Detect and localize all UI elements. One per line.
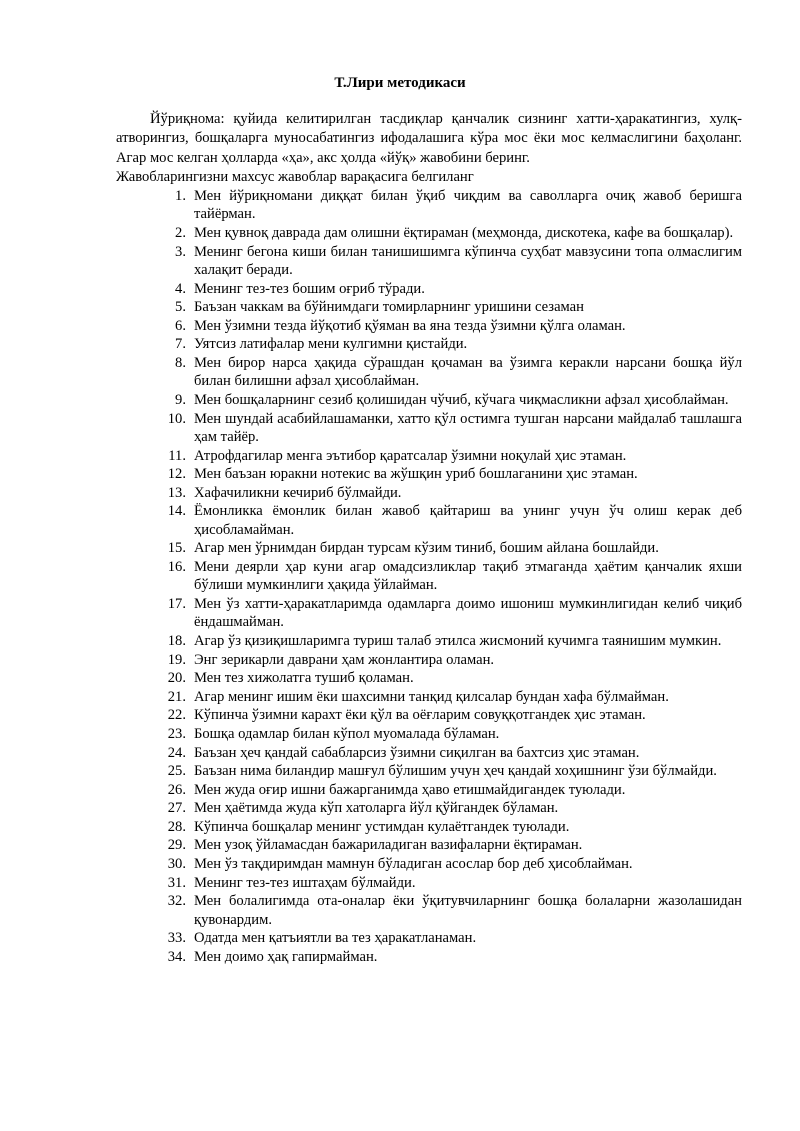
question-number: 7. [175,336,186,353]
question-item [116,595,742,632]
question-item [116,335,742,353]
question-number: 32. [167,893,186,910]
question-item [116,465,742,483]
question-item [116,855,742,873]
question-text: Мен тез хижолатга тушиб қоламан. [194,670,414,687]
question-text: Мен ҳаётимда жуда кўп хатоларга йўл қўйгандек бўламан. [194,800,559,817]
question-text: Мен шундай асабийлашаманки, хатто қўл остимга тушган нарсани майдалаб ташлашга ҳам тайёр. [194,410,742,445]
question-text: Мен ўз хатти-ҳаракатларимда одамларга доимо ишониш мумкинлигидан келиб чиқиб ёндашмайман. [194,595,742,631]
question-text: Мен ўзимни тезда йўқотиб қўяман ва яна тезда ўзимни қўлга оламан. [194,317,626,334]
question-text: Хафачиликни кечириб бўлмайди. [194,484,402,501]
question-number: 6. [175,317,186,334]
question-number: 20. [167,670,186,687]
question-item [116,391,742,409]
question-item [116,298,742,316]
question-item [116,539,742,557]
question-item [116,669,742,687]
question-number: 28. [167,818,186,835]
question-number: 17. [167,595,186,612]
question-number: 23. [167,725,186,742]
question-number: 1. [175,188,186,204]
question-number: 9. [175,391,186,408]
question-item [116,447,742,465]
question-text: Баъзан нима биландир машғул бўлишим учун ҳеч қандай хоҳишнинг ўзи бўлмайди. [194,763,717,780]
question-item [116,706,742,724]
question-text: Баъзан чаккам ва бўйнимдаги томирларнинг уришини сезаман [194,299,584,316]
question-item [116,818,742,836]
question-text: Агар ўз қизиқишларимга туриш талаб этилса жисмоний кучимга таянишим мумкин. [194,632,722,649]
question-item [116,725,742,743]
question-item [116,187,742,224]
question-text: Мен бошқаларнинг сезиб қолишидан чўчиб, кўчага чиқмасликни афзал ҳисоблайман. [194,391,729,408]
question-number: 10. [167,410,186,427]
instructions [116,110,742,188]
question-number: 14. [167,503,186,520]
document-title: Т.Лири методикаси [334,75,466,91]
question-item [116,948,742,966]
question-item [116,632,742,650]
question-number: 3. [175,243,186,260]
question-item [116,744,742,762]
question-text: Уятсиз латифалар мени кулгимни қистайди. [194,336,468,353]
question-text: Энг зерикарли даврани ҳам жонлантира оламан. [194,651,495,668]
question-text: Менинг тез-тез бошим оғриб тўради. [194,280,425,297]
question-text: Агар менинг ишим ёки шахсимни танқид қилсалар бундан хафа бўлмайман. [194,688,669,705]
question-item [116,502,742,539]
question-text: Ёмонликка ёмонлик билан жавоб қайтариш ва унинг учун ўч олиш керак деб ҳисобламайман. [194,503,742,538]
question-number: 11. [168,447,186,464]
question-number: 30. [167,856,186,873]
question-number: 25. [167,763,186,780]
question-text: Менинг тез-тез иштаҳам бўлмайди. [194,874,416,891]
question-text: Мен узоқ ўйламасдан бажариладиган вазифаларни ёқтираман. [194,837,583,854]
question-number: 8. [175,354,186,371]
instructions-paragraph: Йўриқнома: қуйида келитирилган тасдиқлар қанчалик сизнинг хатти-ҳаракатингиз, хулқ-атворингиз, бошқаларга муносабатингиз ифодалашига кўра мос ёки мос келмаслигини баҳоланг. Агар мос келган ҳолларда «ҳа», акс ҳолда «йўқ» жавобини беринг. [116,111,742,166]
question-item [116,410,742,447]
question-text: Мен бирор нарса ҳақида сўрашдан қочаман ва ўзимга керакли нарсани бошқа йўл билан билишни афзал ҳисоблайман. [194,354,742,390]
question-text: Агар мен ўрнимдан бирдан турсам кўзим тиниб, бошим айлана бошлайди. [194,540,659,557]
question-number: 5. [175,299,186,316]
question-number: 29. [167,837,186,854]
question-item [116,781,742,799]
question-number: 19. [167,651,186,668]
question-number: 24. [167,744,186,761]
question-item [116,874,742,892]
question-item [116,836,742,854]
question-text: Мен йўриқномани диққат билан ўқиб чиқдим ва саволларга очиқ жавоб беришга тайёрман. [194,188,742,223]
question-text: Мени деярли ҳар куни агар омадсизликлар тақиб этмаганда ҳаётим қанчалик яхши бўлиши мумкинлиги ҳақида ўйлайман. [194,558,742,594]
question-number: 12. [167,466,186,483]
question-number: 34. [167,948,186,965]
question-item [116,484,742,502]
question-text: Кўпинча бошқалар менинг устимдан кулаётгандек туюлади. [194,818,570,835]
question-text: Мен қувноқ даврада дам олишни ёқтираман (меҳмонда, дискотека, кафе ва бошқалар). [194,225,734,241]
question-number: 26. [167,781,186,798]
question-text: Мен жуда оғир ишни бажарганимда ҳаво етишмайдигандек туюлади. [194,781,626,798]
question-text: Мен ўз тақдиримдан мамнун бўладиган асослар бор деб ҳисоблайман. [194,856,633,873]
question-item [116,929,742,947]
question-text: Кўпинча ўзимни карахт ёки қўл ва оёғларим совуққотгандек ҳис этаман. [194,707,646,724]
question-number: 33. [167,930,186,947]
question-number: 21. [167,688,186,705]
question-number: 4. [175,280,186,297]
question-item [116,688,742,706]
question-number: 27. [167,800,186,817]
question-number: 13. [167,484,186,501]
question-item [116,243,742,280]
question-item [116,317,742,335]
question-item [116,651,742,669]
instructions-answer-sheet-note: Жавобларингизни махсус жавоблар варақасига белгиланг [116,169,474,186]
question-item [116,799,742,817]
question-text: Одатда мен қатъиятли ва тез ҳаракатланаман. [194,930,477,947]
question-text: Мен болалигимда ота-оналар ёки ўқитувчиларнинг бошқа болаларни жазолашидан қувонардим. [194,893,742,928]
question-list [116,187,742,966]
question-number: 15. [167,540,186,557]
question-item [116,224,742,242]
question-item [116,280,742,298]
question-text: Атрофдагилар менга эътибор қаратсалар ўзимни ноқулай ҳис этаман. [194,447,627,464]
question-number: 2. [175,225,186,241]
question-item [116,762,742,780]
question-item [116,892,742,929]
question-number: 18. [167,632,186,649]
question-number: 16. [167,558,186,575]
question-item [116,354,742,391]
question-text: Бошқа одамлар билан кўпол муомалада бўламан. [194,725,500,742]
question-item [116,558,742,595]
question-text: Менинг бегона киши билан танишишимга кўпинча суҳбат мавзусини топа олмаслигим халақит беради. [194,243,742,278]
question-text: Мен баъзан юракни нотекис ва жўшқин уриб бошлаганини ҳис этаман. [194,466,638,483]
question-text: Баъзан ҳеч қандай сабабларсиз ўзимни сиқилган ва бахтсиз ҳис этаман. [194,744,640,761]
question-text: Мен доимо ҳақ гапирмайман. [194,948,378,965]
question-number: 22. [167,707,186,724]
question-number: 31. [167,874,186,891]
